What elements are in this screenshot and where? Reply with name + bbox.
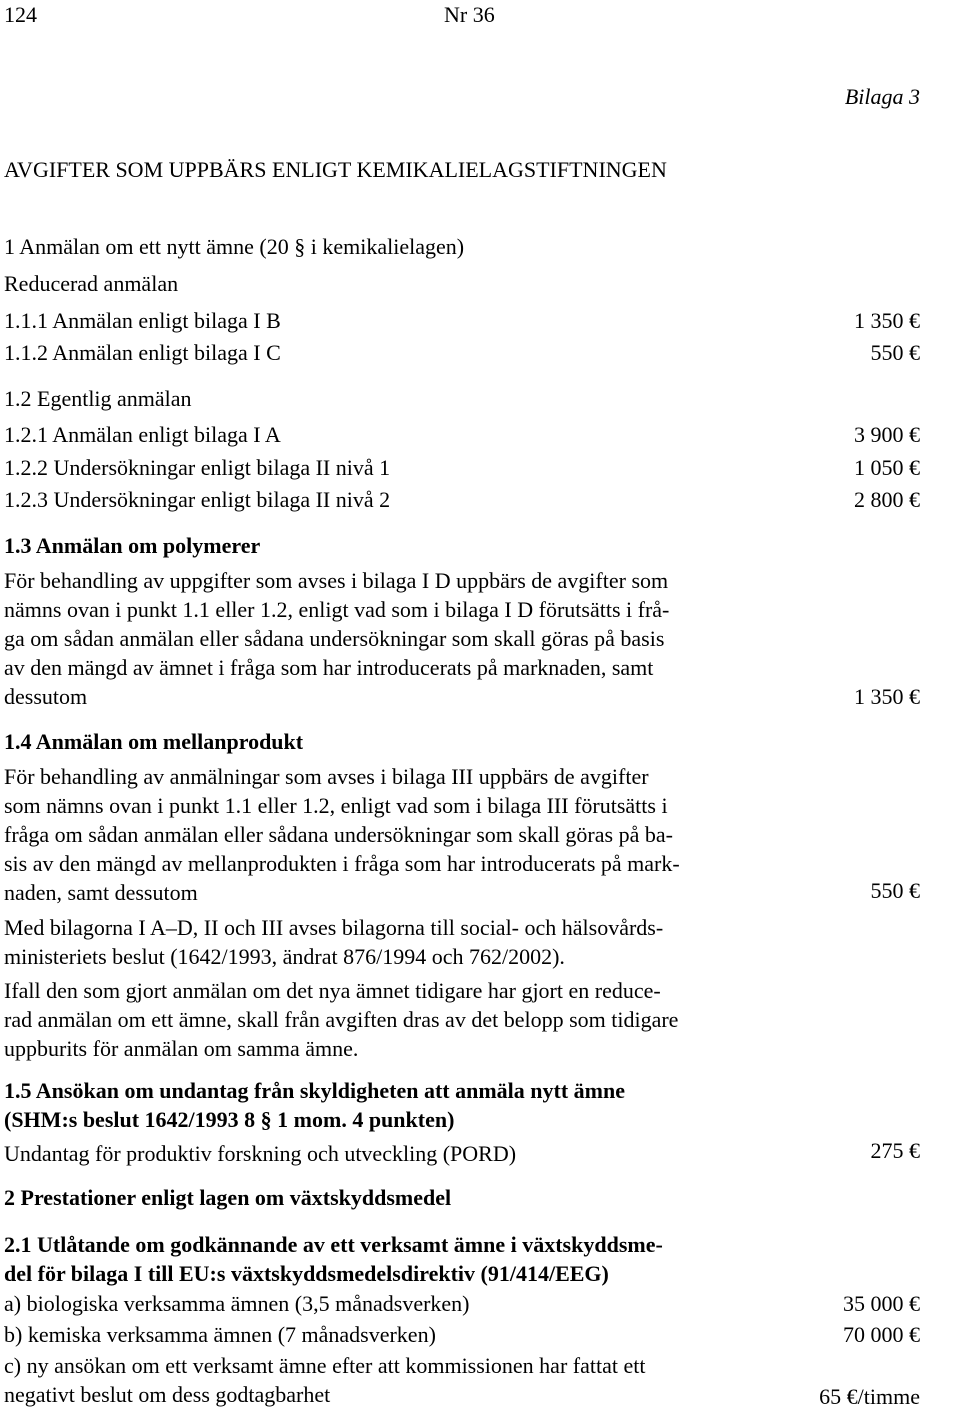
section-1-4-paragraph [4, 762, 764, 907]
document-title: AVGIFTER SOM UPPBÄRS ENLIGT KEMIKALIELAGSTIFTNINGEN [4, 157, 667, 182]
fee-amount: 275 € [870, 1138, 920, 1163]
paragraph-line: dessutom [4, 684, 88, 709]
paragraph-line: uppburits för anmälan om samma ämne. [4, 1036, 359, 1061]
fee-row-1-2-1 [4, 420, 920, 449]
fee-label: 1.2.3 Undersökningar enligt bilaga II nivå 2 [4, 487, 391, 512]
fee-row-2-1-c-text [4, 1351, 764, 1409]
fee-label: Undantag för produktiv forskning och utveckling (PORD) [4, 1141, 517, 1166]
section-1-3-heading: 1.3 Anmälan om polymerer [4, 533, 261, 558]
fee-label: 1.2.1 Anmälan enligt bilaga I A [4, 422, 281, 447]
section-2-heading: 2 Prestationer enligt lagen om växtskyddsmedel [4, 1185, 452, 1210]
reduced-notification-heading: Reducerad anmälan [4, 271, 179, 296]
paragraph-line: rad anmälan om ett ämne, skall från avgiften dras av det belopp som tidigare [4, 1007, 679, 1032]
paragraph-line: För behandling av anmälningar som avses i bilaga III uppbärs de avgifter [4, 764, 649, 789]
fee-label: 1.2.2 Undersökningar enligt bilaga II nivå 1 [4, 455, 391, 480]
paragraph-line: naden, samt dessutom [4, 880, 198, 905]
fee-row-1-2-2 [4, 453, 920, 482]
paragraph-line: sis av den mängd av mellanprodukten i fråga som har introducerats på mark- [4, 851, 680, 876]
fee-amount: 35 000 € [843, 1291, 920, 1316]
fee-amount: 70 000 € [843, 1322, 920, 1347]
section-1-5-heading [4, 1076, 764, 1134]
paragraph-line: nämns ovan i punkt 1.1 eller 1.2, enligt vad som i bilaga I D förutsätts i frå- [4, 597, 670, 622]
fee-label: b) kemiska verksamma ämnen (7 månadsverken) [4, 1322, 436, 1347]
paragraph-line: negativt beslut om dess godtagbarhet [4, 1382, 331, 1407]
fee-amount: 2 800 € [854, 487, 920, 512]
section-1-4-heading: 1.4 Anmälan om mellanprodukt [4, 729, 304, 754]
paragraph-line: c) ny ansökan om ett verksamt ämne efter att kommissionen har fattat ett [4, 1353, 646, 1378]
heading-line: 1.5 Ansökan om undantag från skyldigheten att anmäla nytt ämne [4, 1078, 625, 1103]
fee-amount: 550 € [870, 340, 920, 365]
issue-number: Nr 36 [444, 2, 495, 27]
section-1-3-paragraph [4, 566, 764, 711]
heading-line: del för bilaga I till EU:s växtskyddsmedelsdirektiv (91/414/EEG) [4, 1261, 609, 1286]
fee-amount: 1 350 € [854, 308, 920, 333]
fee-amount: 3 900 € [854, 422, 920, 447]
fee-amount-2-1-c: 65 €/timme [819, 1384, 920, 1409]
heading-line: 2.1 Utlåtande om godkännande av ett verksamt ämne i växtskyddsme- [4, 1232, 663, 1257]
section-1-2-heading: 1.2 Egentlig anmälan [4, 386, 192, 411]
fee-amount: 1 050 € [854, 455, 920, 480]
paragraph-line: Med bilagorna I A–D, II och III avses bilagorna till social- och hälsovårds- [4, 915, 664, 940]
fee-label: 1.1.2 Anmälan enligt bilaga I C [4, 340, 281, 365]
paragraph-line: som nämns ovan i punkt 1.1 eller 1.2, enligt vad som i bilaga III förutsätts i [4, 793, 668, 818]
fee-amount-1-3: 1 350 € [854, 684, 920, 709]
paragraph-line: fråga om sådan anmälan eller sådana undersökningar som skall göras på ba- [4, 822, 673, 847]
page-number: 124 [4, 2, 37, 27]
fee-row-1-1-2 [4, 338, 920, 367]
paragraph-line: ga om sådan anmälan eller sådana undersökningar som skall göras på basis [4, 626, 665, 651]
paragraph-line: Ifall den som gjort anmälan om det nya ämnet tidigare har gjort en reduce- [4, 978, 661, 1003]
paragraph-line: av den mängd av ämnet i fråga som har introducerats på marknaden, samt [4, 655, 654, 680]
annex-definition-paragraph [4, 913, 764, 971]
section-1-heading: 1 Anmälan om ett nytt ämne (20 § i kemikalielagen) [4, 234, 465, 259]
appendix-label: Bilaga 3 [844, 84, 920, 109]
heading-line: (SHM:s beslut 1642/1993 8 § 1 mom. 4 punkten) [4, 1107, 455, 1132]
fee-row-1-5 [4, 1136, 920, 1168]
fee-amount-1-4: 550 € [870, 878, 920, 903]
fee-row-2-1-a [4, 1289, 920, 1318]
fee-row-1-1-1 [4, 306, 920, 335]
paragraph-line: ministeriets beslut (1642/1993, ändrat 876/1994 och 762/2002). [4, 944, 565, 969]
section-2-1-heading [4, 1230, 764, 1288]
paragraph-line: För behandling av uppgifter som avses i bilaga I D uppbärs de avgifter som [4, 568, 669, 593]
fee-row-1-2-3 [4, 485, 920, 514]
fee-label: a) biologiska verksamma ämnen (3,5 månadsverken) [4, 1291, 470, 1316]
fee-row-2-1-b [4, 1320, 920, 1349]
reduced-deduction-paragraph [4, 976, 764, 1063]
fee-label: 1.1.1 Anmälan enligt bilaga I B [4, 308, 281, 333]
